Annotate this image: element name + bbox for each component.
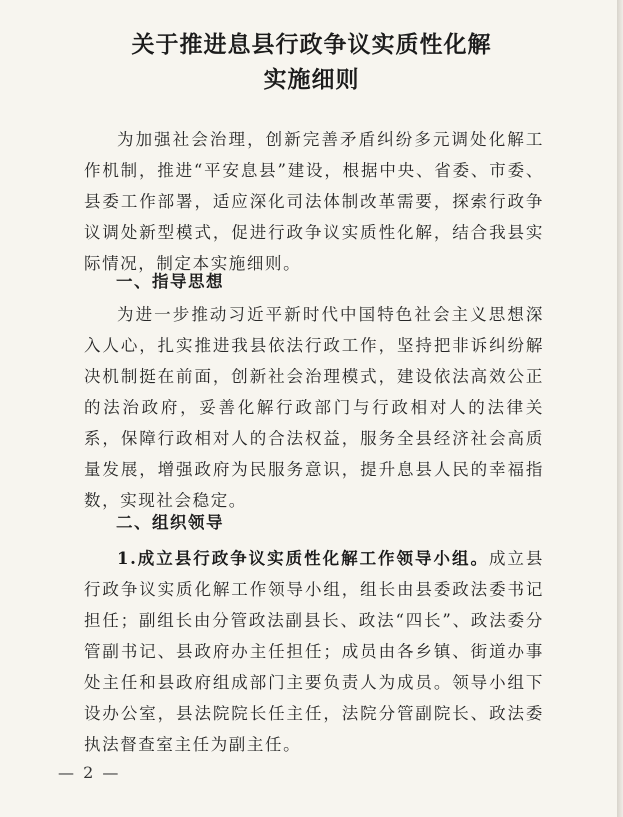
section2-item1-body: 成立县行政争议实质化解工作领导小组，组长由县委政法委书记担任；副组长由分管政法副县长、政法“四长”、政法委分管副书记、县政府办主任担任；成员由各乡镇、街道办事处主任和县政府组成部门主要负责人为成员。领导小组下设办公室，县法院院长任主任，法院分管副院长、政法委执法督查室主任为副主任。 <box>84 549 544 754</box>
section1-heading: 一、指导思想 <box>116 272 224 291</box>
scan-edge-shadow <box>617 0 623 817</box>
document-title-line1: 关于推进息县行政争议实质性化解 <box>131 31 492 58</box>
section2-item1-lead: 1.成立县行政争议实质性化解工作领导小组。 <box>117 549 489 568</box>
section2-heading: 二、组织领导 <box>116 513 224 532</box>
intro-paragraph: 为加强社会治理，创新完善矛盾纠纷多元调处化解工作机制，推进“平安息县”建设，根据中央、省委、市委、县委工作部署，适应深化司法体制改革需要，探索行政争议调处新型模式，促进行政争议实质性化解，结合我县实际情况，制定本实施细则。 <box>84 130 544 273</box>
section1-paragraph: 为进一步推动习近平新时代中国特色社会主义思想深入人心，扎实推进我县依法行政工作，坚持把非诉纠纷解决机制挺在前面，创新社会治理模式，建设依法高效公正的法治政府，妥善化解行政部门与行政相对人的法律关系，保障行政相对人的合法权益，服务全县经济社会高质量发展，增强政府为民服务意识，提升息县人民的幸福指数，实现社会稳定。 <box>84 305 544 510</box>
section2-item1-paragraph <box>84 543 544 760</box>
page-number: — 2 — <box>58 763 121 782</box>
document-title-line2: 实施细则 <box>263 66 360 93</box>
